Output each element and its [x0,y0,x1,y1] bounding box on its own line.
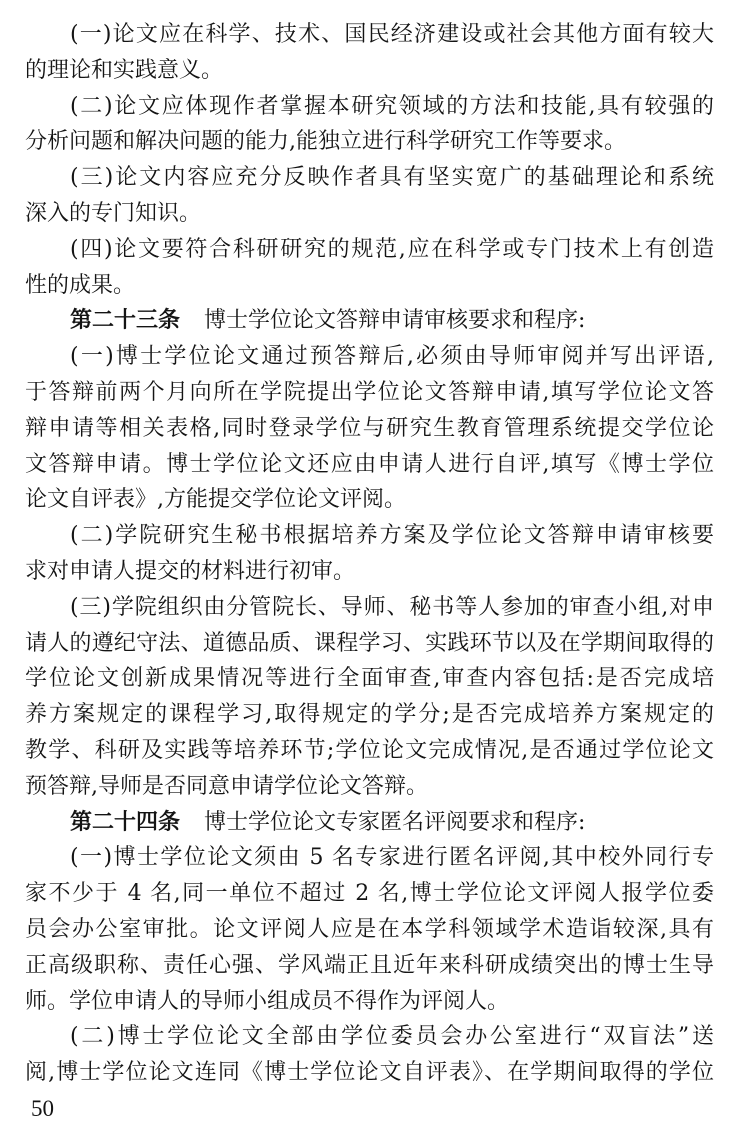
article-heading [25,805,714,841]
article-title: 博士学位论文专家匿名评阅要求和程序: [204,809,586,835]
text-line: 预答辩,导师是否同意申请学位论文答辩。 [25,773,428,799]
text-line: 性的成果。 [25,272,136,298]
text-line: 的理论和实践意义。 [25,57,224,83]
text-line: 学位论文创新成果情况等进行全面审查,审查内容包括:是否完成培 [25,666,714,692]
paragraph [25,89,714,161]
page-body [25,17,714,1091]
paragraph [25,518,714,590]
page-number: 50 [31,1096,54,1121]
paragraph [25,840,714,1019]
text-line: (三)学院组织由分管院长、导师、秘书等人参加的审查小组,对申 [70,594,714,620]
article-number: 第二十三条 [70,307,181,334]
text-line: 教学、科研及实践等培养环节;学位论文完成情况,是否通过学位论文 [25,737,714,763]
text-line: 辩申请等相关表格,同时登录学位与研究生教育管理系统提交学位论 [25,415,714,441]
text-line: 正高级职称、责任心强、学风端正且近年来科研成绩突出的博士生导 [25,952,714,978]
text-line: (一)论文应在科学、技术、国民经济建设或社会其他方面有较大 [70,22,714,47]
text-line: 养方案规定的课程学习,取得规定的学分;是否完成培养方案规定的 [25,702,714,728]
text-line: (二)学院研究生秘书根据培养方案及学位论文答辩申请审核要 [70,523,714,549]
paragraph [25,160,714,232]
text-line: 师。学位申请人的导师小组成员不得作为评阅人。 [25,988,510,1014]
paragraph [25,590,714,805]
text-line: 请人的遵纪守法、道德品质、课程学习、实践环节以及在学期间取得的 [25,630,714,656]
text-line: (四)论文要符合科研研究的规范,应在科学或专门技术上有创造 [70,236,714,262]
paragraph [25,232,714,304]
text-line: (三)论文内容应充分反映作者具有坚实宽广的基础理论和系统 [70,165,714,191]
text-line: 论文自评表》,方能提交学位论文评阅。 [25,487,406,513]
text-line: 文答辩申请。博士学位论文还应由申请人进行自评,填写《博士学位 [25,451,714,477]
article-title: 博士学位论文答辩申请审核要求和程序: [204,308,586,334]
text-line: (二)博士学位论文全部由学位委员会办公室进行“双盲法”送 [70,1024,714,1050]
text-line: (二)论文应体现作者掌握本研究领域的方法和技能,具有较强的 [70,93,714,119]
text-line: 于答辩前两个月向所在学院提出学位论文答辩申请,填写学位论文答 [25,379,714,405]
paragraph [25,17,714,89]
paragraph [25,1019,714,1091]
text-line: (一)博士学位论文通过预答辩后,必须由导师审阅并写出评语, [70,344,714,370]
text-line: 分析问题和解决问题的能力,能独立进行科学研究工作等要求。 [25,129,626,155]
article-number: 第二十四条 [70,808,181,835]
text-line: 深入的专门知识。 [25,200,202,226]
paragraph [25,339,714,518]
text-line: (一)博士学位论文须由 5 名专家进行匿名评阅,其中校外同行专 [70,845,714,871]
text-line: 阅,博士学位论文连同《博士学位论文自评表》、在学期间取得的学位 [25,1060,714,1086]
article-heading [25,303,714,339]
text-line: 员会办公室审批。论文评阅人应是在本学科领域学术造诣较深,具有 [25,916,714,942]
text-line: 家不少于 4 名,同一单位不超过 2 名,博士学位论文评阅人报学位委 [25,881,714,907]
text-line: 求对申请人提交的材料进行初审。 [25,558,356,584]
